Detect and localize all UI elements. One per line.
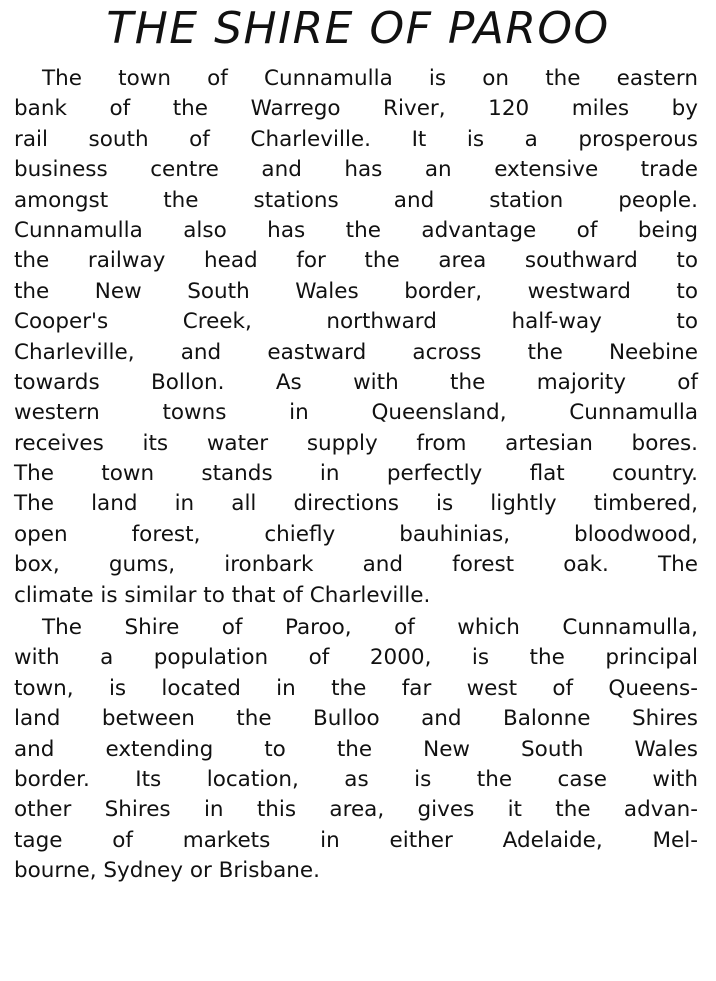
text-line: The Shire of Paroo, of which Cunnamulla, <box>42 615 698 641</box>
article-body <box>14 64 698 887</box>
text-line: open forest, chiefly bauhinias, bloodwood, <box>14 521 698 547</box>
article-title: THE SHIRE OF PAROO <box>106 3 610 54</box>
text-line: Charleville, and eastward across the Neebine <box>14 339 698 365</box>
text-line: western towns in Queensland, Cunnamulla <box>14 400 698 426</box>
text-line: bank of the Warrego River, 120 miles by <box>14 96 698 122</box>
text-line: box, gums, ironbark and forest oak. The <box>14 552 698 578</box>
text-line: The land in all directions is lightly timbered, <box>14 491 698 517</box>
text-line: tage of markets in either Adelaide, Mel- <box>14 827 698 853</box>
text-line: receives its water supply from artesian bores. <box>14 430 698 456</box>
text-line: border. Its location, as is the case with <box>14 766 698 792</box>
paragraph-1 <box>14 64 698 611</box>
text-line: The town of Cunnamulla is on the eastern <box>42 66 698 91</box>
text-line: with a population of 2000, is the principal <box>14 645 698 671</box>
text-line: business centre and has an extensive trade <box>14 157 698 183</box>
text-line: the railway head for the area southward to <box>14 248 698 274</box>
text-line: land between the Bulloo and Balonne Shires <box>14 706 698 732</box>
text-line: climate is similar to that of Charleville. <box>14 582 431 608</box>
text-line: towards Bollon. As with the majority of <box>14 369 698 395</box>
text-line: bourne, Sydney or Brisbane. <box>14 858 320 884</box>
text-line: and extending to the New South Wales <box>14 736 698 762</box>
text-line: other Shires in this area, gives it the advan- <box>14 797 698 823</box>
text-line: amongst the stations and station people. <box>14 187 698 213</box>
text-line: the New South Wales border, westward to <box>14 278 698 304</box>
text-line: Cunnamulla also has the advantage of being <box>14 217 698 243</box>
paragraph-2 <box>14 613 698 887</box>
text-line: town, is located in the far west of Queens- <box>14 675 698 701</box>
text-line: rail south of Charleville. It is a prosperous <box>14 126 698 152</box>
text-line: The town stands in perfectly flat country. <box>14 461 698 487</box>
text-line: Cooper's Creek, northward half-way to <box>14 309 698 335</box>
